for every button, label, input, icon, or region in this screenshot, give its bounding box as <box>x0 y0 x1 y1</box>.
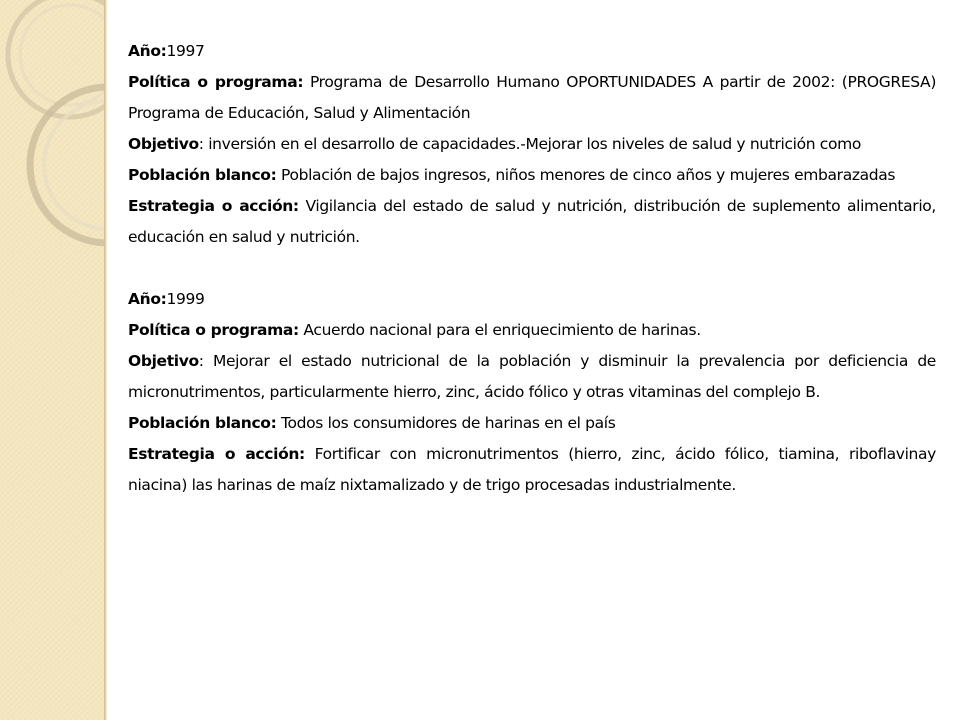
population-value: Todos los consumidores de harinas en el país <box>281 414 616 432</box>
population-value: Población de bajos ingresos, niños menores de cinco años y mujeres embarazadas <box>281 166 896 184</box>
decorative-rings <box>0 0 104 720</box>
side-divider <box>104 0 107 720</box>
strategy-label: Estrategia o acción: <box>128 445 305 463</box>
policy-label: Política o programa: <box>128 73 304 91</box>
objective-value: : inversión en el desarrollo de capacidades.-Mejorar los niveles de salud y nutrición como <box>198 135 861 153</box>
block-spacer <box>128 253 936 284</box>
policy-block-1999 <box>128 284 936 501</box>
population-line <box>128 408 936 439</box>
strategy-value: Fortificar con micronutrimentos (hierro, zinc, ácido fólico, tiamina, riboflavinay niacina) las harinas de maíz nixtamalizado y de trigo procesadas industrialmente. <box>128 445 937 494</box>
policy-value: Acuerdo nacional para el enriquecimiento de harinas. <box>303 321 701 339</box>
policy-block-1997 <box>128 36 936 253</box>
strategy-value: Vigilancia del estado de salud y nutrición, distribución de suplemento alimentario, educación en salud y nutrición. <box>128 197 937 246</box>
year-line <box>128 284 936 315</box>
population-label: Población blanco: <box>128 414 277 432</box>
objective-line <box>128 129 936 160</box>
policy-line <box>128 67 936 129</box>
objective-label: Objetivo <box>128 135 199 153</box>
policy-value: Programa de Desarrollo Humano OPORTUNIDADES A partir de 2002: (PROGRESA) Programa de Educación, Salud y Alimentación <box>128 73 937 122</box>
strategy-line <box>128 439 936 501</box>
objective-value: : Mejorar el estado nutricional de la población y disminuir la prevalencia por deficiencia de micronutrimentos, particularmente hierro, zinc, ácido fólico y otras vitaminas del complejo B. <box>128 352 936 401</box>
document-content <box>128 36 936 501</box>
decorative-side-panel <box>0 0 104 720</box>
policy-label: Política o programa: <box>128 321 299 339</box>
decorative-ring-middle-inner <box>44 101 104 229</box>
objective-label: Objetivo <box>128 352 199 370</box>
year-line <box>128 36 936 67</box>
year-value: 1999 <box>166 290 205 308</box>
population-line <box>128 160 936 191</box>
strategy-line <box>128 191 936 253</box>
population-label: Población blanco: <box>128 166 277 184</box>
year-label: Año: <box>128 290 167 308</box>
year-value: 1997 <box>166 42 205 60</box>
policy-line <box>128 315 936 346</box>
objective-line <box>128 346 936 408</box>
strategy-label: Estrategia o acción: <box>128 197 299 215</box>
year-label: Año: <box>128 42 167 60</box>
